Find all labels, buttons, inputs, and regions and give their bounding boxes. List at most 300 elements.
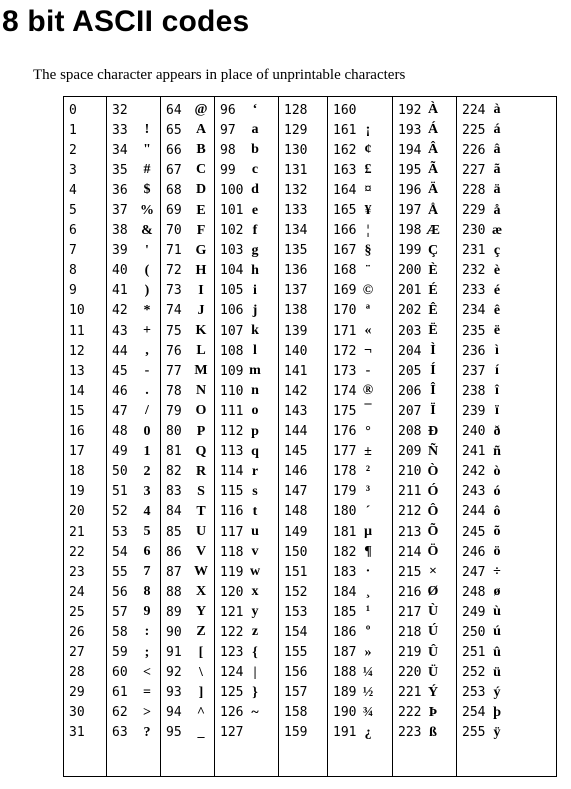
table-entry xyxy=(64,442,106,462)
char-code: 20 xyxy=(69,504,85,520)
char-code: 212 xyxy=(398,504,422,520)
char-glyph: E xyxy=(196,202,206,218)
table-entry xyxy=(328,622,392,642)
table-entry xyxy=(161,602,214,622)
char-glyph: H xyxy=(195,262,207,278)
char-glyph: 7 xyxy=(143,564,151,580)
table-entry xyxy=(457,602,556,622)
char-code: 140 xyxy=(284,343,308,359)
char-code: 167 xyxy=(333,243,357,259)
char-code: 3 xyxy=(69,162,77,178)
char-glyph: ¬ xyxy=(364,343,372,359)
table-entry xyxy=(279,140,327,160)
table-entry xyxy=(64,381,106,401)
char-code: 77 xyxy=(166,363,182,379)
char-code: 90 xyxy=(166,624,182,640)
table-entry xyxy=(64,160,106,180)
char-glyph: } xyxy=(252,684,258,700)
table-entry xyxy=(215,422,278,442)
char-code: 52 xyxy=(112,504,128,520)
char-glyph: = xyxy=(143,684,151,700)
char-glyph: ¹ xyxy=(365,604,371,620)
table-entry xyxy=(457,401,556,421)
char-glyph: _ xyxy=(197,724,205,740)
char-glyph: 9 xyxy=(143,604,151,620)
table-entry xyxy=(64,542,106,562)
char-glyph: ú xyxy=(493,624,501,640)
char-code: 251 xyxy=(462,645,486,661)
char-code: 118 xyxy=(220,544,244,560)
char-code: 126 xyxy=(220,705,244,721)
char-glyph: Ø xyxy=(427,584,439,600)
char-glyph: h xyxy=(251,262,259,278)
table-entry xyxy=(328,462,392,482)
char-code: 4 xyxy=(69,182,77,198)
char-glyph: Ö xyxy=(427,544,439,560)
table-entry xyxy=(107,140,160,160)
table-entry xyxy=(161,361,214,381)
table-entry xyxy=(107,381,160,401)
char-code: 34 xyxy=(112,142,128,158)
table-entry xyxy=(279,683,327,703)
code-column xyxy=(107,97,161,777)
char-code: 102 xyxy=(220,223,244,239)
char-code: 69 xyxy=(166,203,182,219)
char-glyph: b xyxy=(251,142,259,158)
table-entry xyxy=(161,622,214,642)
char-glyph: z xyxy=(251,624,259,640)
table-entry xyxy=(161,200,214,220)
char-glyph: î xyxy=(495,383,499,399)
char-code: 242 xyxy=(462,464,486,480)
char-code: 45 xyxy=(112,363,128,379)
char-glyph: ¦ xyxy=(366,222,370,238)
char-code: 155 xyxy=(284,645,308,661)
char-glyph: ç xyxy=(493,242,501,258)
table-entry xyxy=(328,341,392,361)
table-entry xyxy=(64,281,106,301)
char-code: 114 xyxy=(220,464,244,480)
char-code: 112 xyxy=(220,424,244,440)
table-entry xyxy=(457,341,556,361)
char-code: 51 xyxy=(112,484,128,500)
char-glyph: v xyxy=(251,544,259,560)
char-glyph: ^ xyxy=(196,704,206,720)
char-code: 66 xyxy=(166,142,182,158)
char-code: 56 xyxy=(112,584,128,600)
table-entry xyxy=(64,482,106,502)
char-code: 131 xyxy=(284,162,308,178)
char-code: 160 xyxy=(333,102,357,118)
table-entry xyxy=(457,221,556,241)
char-glyph: Ç xyxy=(427,242,439,258)
char-code: 254 xyxy=(462,705,486,721)
char-glyph: ‘ xyxy=(252,102,258,118)
table-entry xyxy=(64,502,106,522)
table-entry xyxy=(161,442,214,462)
table-entry xyxy=(328,321,392,341)
char-glyph: R xyxy=(195,463,207,479)
table-entry xyxy=(279,502,327,522)
table-entry xyxy=(107,502,160,522)
ascii-code-table xyxy=(63,96,557,777)
char-code: 19 xyxy=(69,484,85,500)
char-glyph: ¿ xyxy=(364,724,372,740)
char-code: 23 xyxy=(69,564,85,580)
char-code: 64 xyxy=(166,102,182,118)
table-entry xyxy=(279,622,327,642)
char-code: 65 xyxy=(166,122,182,138)
table-entry xyxy=(457,301,556,321)
table-entry xyxy=(279,221,327,241)
char-code: 15 xyxy=(69,403,85,419)
char-code: 255 xyxy=(462,725,486,741)
code-column xyxy=(64,97,107,777)
table-entry xyxy=(64,462,106,482)
table-entry xyxy=(328,281,392,301)
char-glyph: 3 xyxy=(143,483,151,499)
char-glyph: ² xyxy=(365,463,371,479)
char-code: 191 xyxy=(333,725,357,741)
char-glyph: ö xyxy=(493,544,501,560)
char-glyph: % xyxy=(140,202,154,218)
char-code: 247 xyxy=(462,564,486,580)
char-code: 49 xyxy=(112,444,128,460)
table-entry xyxy=(393,582,456,602)
char-code: 201 xyxy=(398,283,422,299)
table-entry xyxy=(215,602,278,622)
char-code: 159 xyxy=(284,725,308,741)
table-entry xyxy=(279,401,327,421)
char-code: 100 xyxy=(220,182,244,198)
char-code: 94 xyxy=(166,705,182,721)
table-entry xyxy=(279,723,327,743)
char-code: 121 xyxy=(220,604,244,620)
char-code: 43 xyxy=(112,323,128,339)
char-code: 89 xyxy=(166,604,182,620)
char-glyph: é xyxy=(493,282,501,298)
char-code: 185 xyxy=(333,604,357,620)
char-code: 120 xyxy=(220,584,244,600)
char-glyph: Ù xyxy=(427,604,439,620)
char-code: 97 xyxy=(220,122,236,138)
table-entry xyxy=(64,200,106,220)
table-entry xyxy=(215,160,278,180)
table-entry xyxy=(215,261,278,281)
char-code: 9 xyxy=(69,283,77,299)
char-glyph: . xyxy=(145,383,149,399)
table-entry xyxy=(328,522,392,542)
table-entry xyxy=(457,562,556,582)
char-code: 144 xyxy=(284,424,308,440)
char-code: 187 xyxy=(333,645,357,661)
char-glyph: ´ xyxy=(365,503,371,519)
char-code: 234 xyxy=(462,303,486,319)
char-glyph: ¸ xyxy=(365,584,371,600)
char-glyph: ß xyxy=(429,724,437,740)
table-entry xyxy=(215,200,278,220)
table-entry xyxy=(457,502,556,522)
char-glyph: ; xyxy=(144,644,150,660)
char-code: 117 xyxy=(220,524,244,540)
char-code: 245 xyxy=(462,524,486,540)
char-glyph: J xyxy=(197,302,205,318)
char-glyph: P xyxy=(196,423,206,439)
table-entry xyxy=(279,341,327,361)
table-entry xyxy=(107,482,160,502)
char-glyph: ¥ xyxy=(364,202,372,218)
char-code: 150 xyxy=(284,544,308,560)
char-glyph: Ê xyxy=(428,302,438,318)
char-glyph: i xyxy=(253,282,257,298)
char-code: 163 xyxy=(333,162,357,178)
table-entry xyxy=(107,221,160,241)
char-code: 21 xyxy=(69,524,85,540)
table-entry xyxy=(393,241,456,261)
table-entry xyxy=(393,502,456,522)
table-entry xyxy=(328,361,392,381)
table-entry xyxy=(161,341,214,361)
char-glyph: * xyxy=(143,302,151,318)
char-code: 104 xyxy=(220,263,244,279)
char-glyph: ± xyxy=(364,443,372,459)
char-code: 30 xyxy=(69,705,85,721)
table-entry xyxy=(279,542,327,562)
table-entry xyxy=(393,602,456,622)
char-code: 157 xyxy=(284,685,308,701)
char-code: 253 xyxy=(462,685,486,701)
table-entry xyxy=(107,281,160,301)
table-entry xyxy=(279,381,327,401)
table-entry xyxy=(393,643,456,663)
char-glyph: Õ xyxy=(427,524,439,540)
char-glyph: Å xyxy=(427,202,439,218)
char-glyph: « xyxy=(364,323,372,339)
page-subtitle: The space character appears in place of unprintable characters xyxy=(33,67,406,83)
char-glyph: ð xyxy=(493,423,501,439)
char-glyph: s xyxy=(252,483,258,499)
char-code: 137 xyxy=(284,283,308,299)
char-glyph: ò xyxy=(493,463,501,479)
char-glyph: ÿ xyxy=(493,724,501,740)
table-entry xyxy=(328,401,392,421)
table-entry xyxy=(328,160,392,180)
char-code: 57 xyxy=(112,604,128,620)
char-glyph: ° xyxy=(365,423,371,439)
table-entry xyxy=(64,703,106,723)
char-code: 196 xyxy=(398,182,422,198)
char-glyph: / xyxy=(145,403,149,419)
table-entry xyxy=(393,321,456,341)
char-code: 226 xyxy=(462,142,486,158)
char-code: 103 xyxy=(220,243,244,259)
table-entry xyxy=(64,100,106,120)
char-code: 14 xyxy=(69,383,85,399)
table-entry xyxy=(215,502,278,522)
char-code: 48 xyxy=(112,424,128,440)
table-entry xyxy=(64,401,106,421)
char-code: 111 xyxy=(220,403,244,419)
char-code: 141 xyxy=(284,363,308,379)
char-glyph: Ñ xyxy=(427,443,439,459)
char-glyph: B xyxy=(196,142,206,158)
char-code: 135 xyxy=(284,243,308,259)
char-code: 213 xyxy=(398,524,422,540)
char-glyph: Ï xyxy=(430,403,436,419)
table-entry xyxy=(161,160,214,180)
table-entry xyxy=(328,140,392,160)
table-entry xyxy=(107,582,160,602)
char-code: 73 xyxy=(166,283,182,299)
code-column xyxy=(328,97,393,777)
char-code: 92 xyxy=(166,665,182,681)
char-code: 71 xyxy=(166,243,182,259)
char-glyph: ¢ xyxy=(364,142,372,158)
char-glyph: 5 xyxy=(143,524,151,540)
char-glyph: ³ xyxy=(365,483,371,499)
char-glyph: @ xyxy=(194,102,208,118)
table-entry xyxy=(161,381,214,401)
char-glyph: \ xyxy=(199,664,203,680)
char-code: 210 xyxy=(398,464,422,480)
char-code: 216 xyxy=(398,584,422,600)
table-entry xyxy=(107,522,160,542)
char-code: 173 xyxy=(333,363,357,379)
table-entry xyxy=(161,663,214,683)
table-entry xyxy=(279,643,327,663)
table-entry xyxy=(161,140,214,160)
char-code: 87 xyxy=(166,564,182,580)
char-code: 165 xyxy=(333,203,357,219)
table-entry xyxy=(393,683,456,703)
char-code: 98 xyxy=(220,142,236,158)
char-code: 37 xyxy=(112,203,128,219)
char-glyph: È xyxy=(428,262,438,278)
table-entry xyxy=(328,602,392,622)
char-code: 132 xyxy=(284,182,308,198)
char-code: 206 xyxy=(398,383,422,399)
char-glyph: G xyxy=(195,242,207,258)
char-code: 33 xyxy=(112,122,128,138)
char-code: 182 xyxy=(333,544,357,560)
char-code: 219 xyxy=(398,645,422,661)
char-code: 204 xyxy=(398,343,422,359)
char-code: 229 xyxy=(462,203,486,219)
table-entry xyxy=(64,140,106,160)
char-code: 215 xyxy=(398,564,422,580)
char-code: 236 xyxy=(462,343,486,359)
char-code: 8 xyxy=(69,263,77,279)
char-code: 237 xyxy=(462,363,486,379)
char-code: 166 xyxy=(333,223,357,239)
char-code: 231 xyxy=(462,243,486,259)
table-entry xyxy=(215,100,278,120)
code-column xyxy=(393,97,457,777)
table-entry xyxy=(215,361,278,381)
table-entry xyxy=(64,321,106,341)
char-code: 105 xyxy=(220,283,244,299)
char-glyph: : xyxy=(144,624,150,640)
table-entry xyxy=(64,562,106,582)
char-glyph: µ xyxy=(363,524,373,540)
table-entry xyxy=(457,522,556,542)
char-glyph: 4 xyxy=(143,503,151,519)
table-entry xyxy=(279,120,327,140)
table-entry xyxy=(107,562,160,582)
table-entry xyxy=(215,562,278,582)
char-code: 58 xyxy=(112,624,128,640)
char-code: 85 xyxy=(166,524,182,540)
char-code: 7 xyxy=(69,243,77,259)
char-code: 36 xyxy=(112,182,128,198)
table-entry xyxy=(279,200,327,220)
table-entry xyxy=(393,341,456,361)
char-glyph: É xyxy=(428,282,438,298)
table-entry xyxy=(393,281,456,301)
char-glyph: Ý xyxy=(427,684,439,700)
table-entry xyxy=(107,442,160,462)
char-code: 252 xyxy=(462,665,486,681)
char-glyph: õ xyxy=(493,524,501,540)
char-code: 41 xyxy=(112,283,128,299)
char-glyph: M xyxy=(194,363,208,379)
char-glyph: ¾ xyxy=(362,704,374,720)
char-glyph: æ xyxy=(491,222,503,238)
char-glyph: q xyxy=(251,443,259,459)
char-code: 148 xyxy=(284,504,308,520)
char-code: 127 xyxy=(220,725,244,741)
table-entry xyxy=(161,100,214,120)
char-glyph: Û xyxy=(427,644,439,660)
char-glyph: § xyxy=(364,242,372,258)
table-entry xyxy=(457,140,556,160)
char-code: 82 xyxy=(166,464,182,480)
char-code: 50 xyxy=(112,464,128,480)
char-glyph: Þ xyxy=(428,704,438,720)
table-entry xyxy=(161,321,214,341)
char-code: 151 xyxy=(284,564,308,580)
char-code: 205 xyxy=(398,363,422,379)
char-code: 180 xyxy=(333,504,357,520)
char-glyph: ) xyxy=(144,282,150,298)
char-glyph: ¡ xyxy=(365,122,371,138)
char-glyph: è xyxy=(493,262,501,278)
char-glyph: + xyxy=(143,323,151,339)
char-glyph: Q xyxy=(195,443,207,459)
char-glyph: $ xyxy=(143,182,151,198)
char-glyph: y xyxy=(251,604,259,620)
char-code: 16 xyxy=(69,424,85,440)
char-code: 59 xyxy=(112,645,128,661)
char-glyph: â xyxy=(493,142,501,158)
table-entry xyxy=(64,602,106,622)
table-entry xyxy=(161,703,214,723)
table-entry xyxy=(328,422,392,442)
char-glyph: Â xyxy=(427,142,439,158)
char-code: 31 xyxy=(69,725,85,741)
char-code: 44 xyxy=(112,343,128,359)
char-code: 38 xyxy=(112,223,128,239)
table-entry xyxy=(161,522,214,542)
char-glyph: g xyxy=(251,242,259,258)
char-code: 147 xyxy=(284,484,308,500)
table-entry xyxy=(215,140,278,160)
char-code: 199 xyxy=(398,243,422,259)
char-code: 241 xyxy=(462,444,486,460)
table-entry xyxy=(279,281,327,301)
table-entry xyxy=(457,100,556,120)
table-entry xyxy=(107,200,160,220)
